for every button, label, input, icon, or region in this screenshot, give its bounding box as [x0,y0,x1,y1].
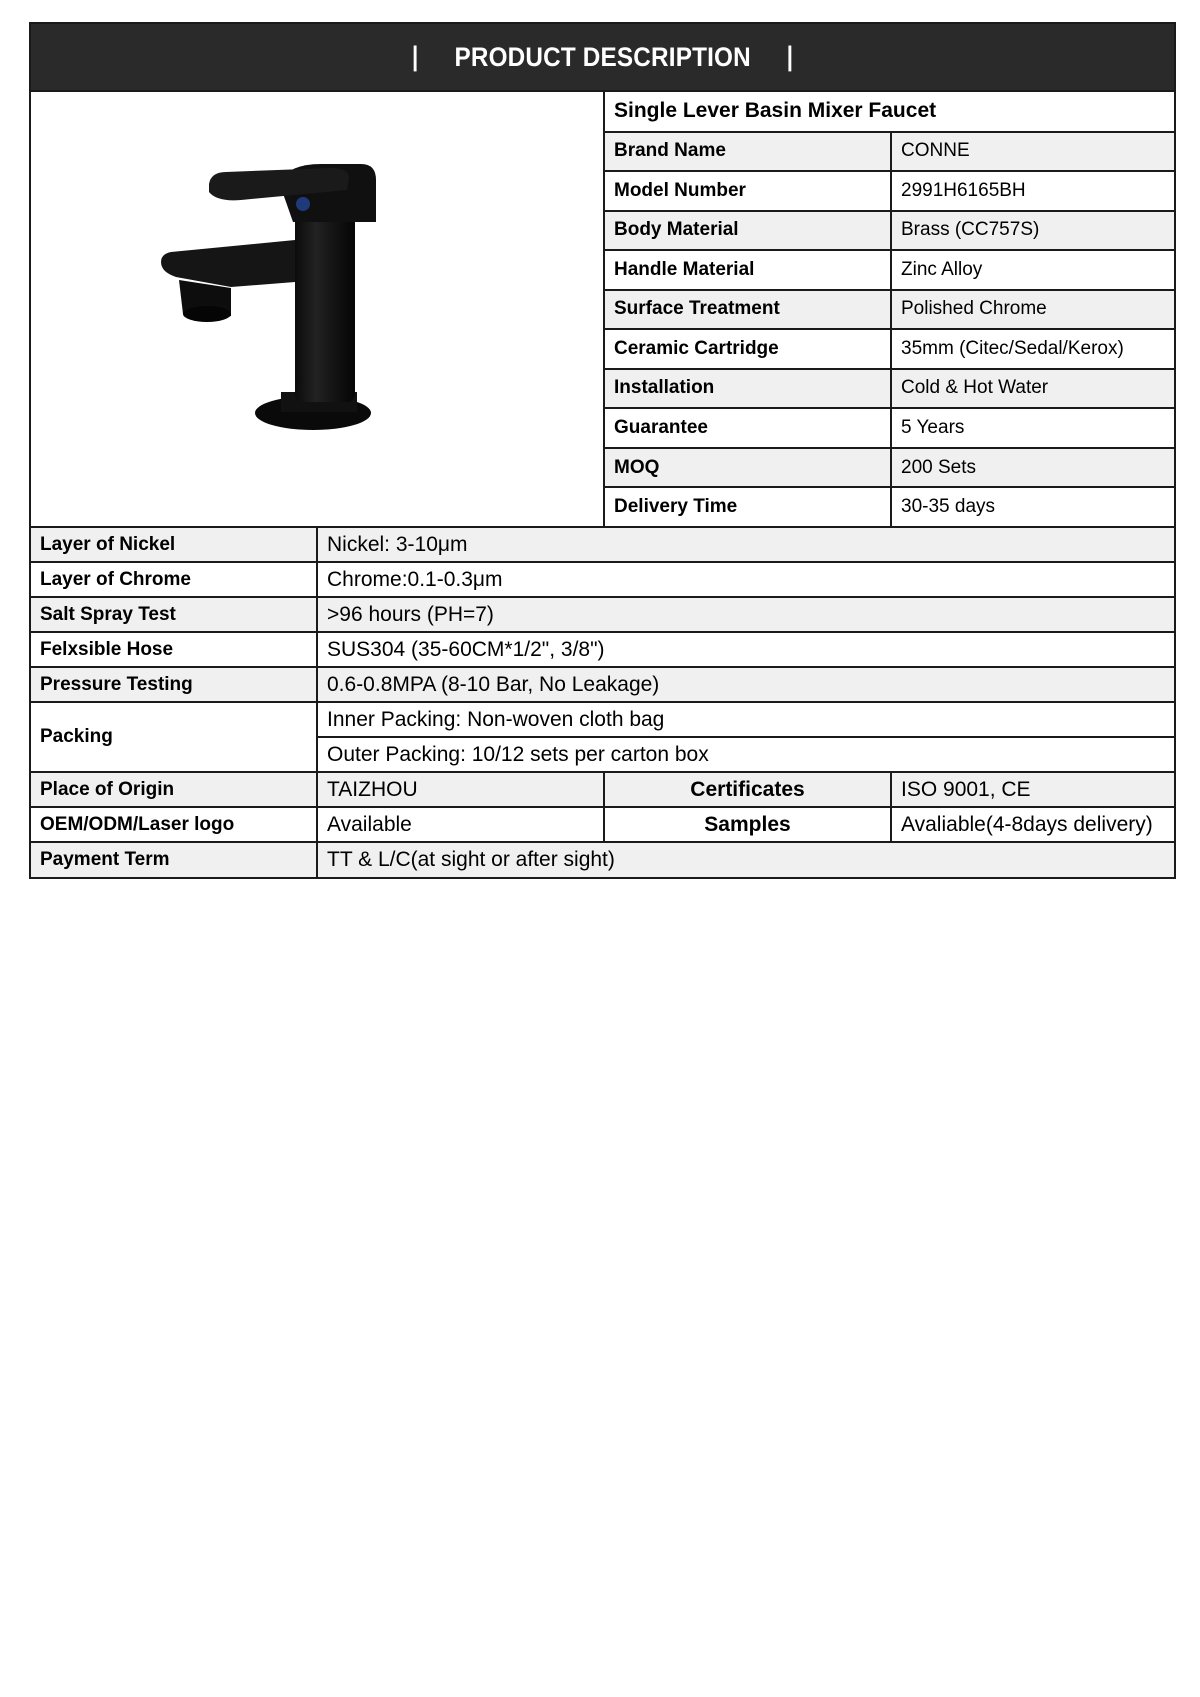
samples-label: Samples [604,807,891,842]
detail-label: Salt Spray Test [31,597,317,632]
origin-label: Place of Origin [31,772,317,807]
product-image-cell [31,92,604,527]
spec-value: CONNE [891,132,1174,172]
spec-value: 30-35 days [891,487,1174,527]
spec-label: Body Material [604,211,891,251]
spec-value: 200 Sets [891,448,1174,488]
spec-value: Polished Chrome [891,290,1174,330]
spec-label: MOQ [604,448,891,488]
spec-label: Handle Material [604,250,891,290]
spec-value: 35mm (Citec/Sedal/Kerox) [891,329,1174,369]
sheet-header [31,24,1174,92]
origin-value: TAIZHOU [317,772,604,807]
detail-label: Pressure Testing [31,667,317,702]
samples-value: Avaliable(4-8days delivery) [891,807,1174,842]
outer-packing-value: Outer Packing: 10/12 sets per carton box [317,737,1174,772]
spec-label: Model Number [604,171,891,211]
spec-value: Zinc Alloy [891,250,1174,290]
inner-packing-value: Inner Packing: Non-woven cloth bag [317,702,1174,737]
payment-label: Payment Term [31,842,317,877]
product-sheet [29,22,1176,879]
oem-value: Available [317,807,604,842]
oem-label: OEM/ODM/Laser logo [31,807,317,842]
spec-value: Cold & Hot Water [891,369,1174,409]
black-basin-faucet-image [31,92,604,520]
header-bar-right: | [785,42,795,72]
detail-value: 0.6-0.8MPA (8-10 Bar, No Leakage) [317,667,1174,702]
detail-value: Nickel: 3-10μm [317,527,1174,562]
product-title: Single Lever Basin Mixer Faucet [604,92,1174,132]
spec-value: 5 Years [891,408,1174,448]
spec-label: Surface Treatment [604,290,891,330]
spec-label: Delivery Time [604,487,891,527]
detail-value: >96 hours (PH=7) [317,597,1174,632]
spec-label: Installation [604,369,891,409]
certificates-value: ISO 9001, CE [891,772,1174,807]
detail-label: Layer of Nickel [31,527,317,562]
spec-label: Ceramic Cartridge [604,329,891,369]
page-title: PRODUCT DESCRIPTION [454,41,751,72]
header-bar-left: | [410,42,420,72]
packing-label: Packing [31,702,317,772]
spec-value: Brass (CC757S) [891,211,1174,251]
detail-value: SUS304 (35-60CM*1/2", 3/8") [317,632,1174,667]
spec-label: Guarantee [604,408,891,448]
detail-label: Felxsible Hose [31,632,317,667]
spec-label: Brand Name [604,132,891,172]
spec-value: 2991H6165BH [891,171,1174,211]
detail-value: Chrome:0.1-0.3μm [317,562,1174,597]
detail-label: Layer of Chrome [31,562,317,597]
payment-value: TT & L/C(at sight or after sight) [317,842,1174,877]
certificates-label: Certificates [604,772,891,807]
spec-table [31,92,1174,877]
